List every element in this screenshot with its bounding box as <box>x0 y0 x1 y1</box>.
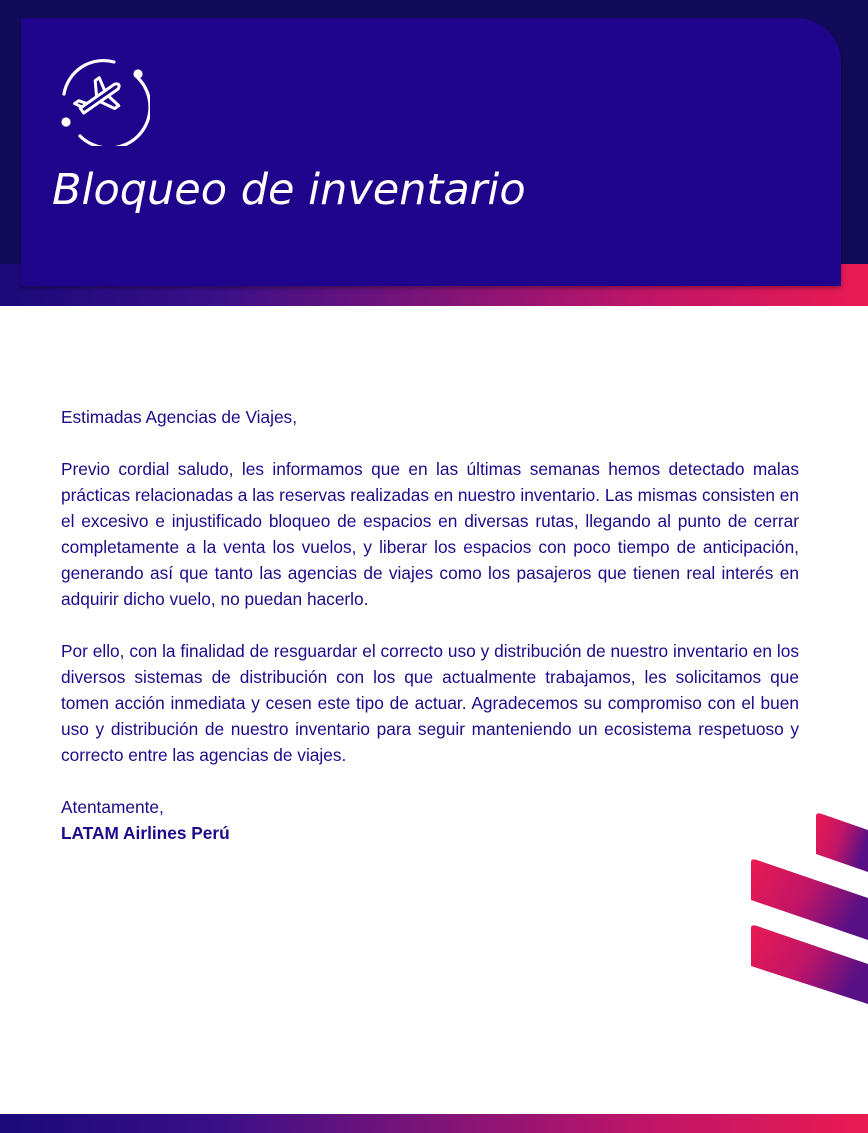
airplane-orbit-icon <box>50 50 150 146</box>
signature-block <box>61 794 799 846</box>
letter-paragraph-2: Por ello, con la finalidad de resguardar el correcto uso y distribución de nuestro inventario en los diversos sistemas de distribución con los que actualmente trabajamos, les solicitamos que tomen acción inmediata y cesen este tipo de actuar. Agradecemos su compromiso con el buen uso y distribución de nuestro inventario para seguir manteniendo un ecosistema respetuoso y correcto entre las agencias de viajes. <box>61 641 799 765</box>
letter-paragraph-1: Previo cordial saludo, les informamos que en las últimas semanas hemos detectado malas prácticas relacionadas a las reservas realizadas en nuestro inventario. Las mismas consisten en el excesivo e injustificado bloqueo de espacios en diversas rutas, llegando al punto de cerrar completamente a la venta los vuelos, y liberar los espacios con poco tiempo de anticipación, generando así que tanto las agencias de viajes como los pasajeros que tienen real interés en adquirir dicho vuelo, no puedan hacerlo. <box>61 459 799 609</box>
decorative-stripes <box>740 800 868 1010</box>
page-title: Bloqueo de inventario <box>52 165 526 215</box>
signature-company: LATAM Airlines Perú <box>61 823 230 843</box>
footer-gradient-strip <box>0 1114 868 1133</box>
letter-greeting: Estimadas Agencias de Viajes, <box>61 407 297 427</box>
letter-closing: Atentamente, <box>61 797 164 817</box>
letter-body <box>61 404 799 846</box>
